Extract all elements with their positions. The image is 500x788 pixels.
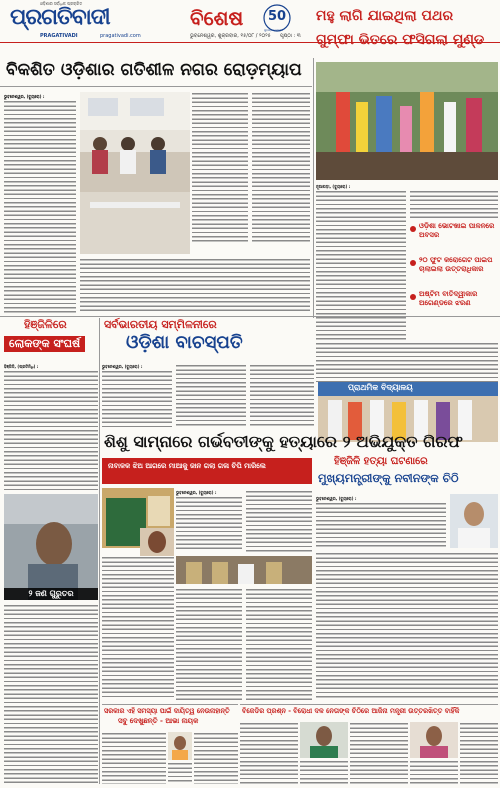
cm-story-photo — [450, 494, 498, 548]
dateline: ଭୁବନେଶ୍ୱର, ଶୁକ୍ରବାର, ୧୫/୦୮ / ୨୦୨୫ — [190, 33, 271, 39]
masthead-logo: ପ୍ରଗତିବାଦୀ — [10, 5, 110, 30]
lead-headline — [0, 58, 312, 87]
divider — [99, 318, 100, 784]
anniversary-logo — [262, 3, 292, 33]
victim-photo-image — [140, 528, 174, 556]
bottom-right-body-2 — [350, 722, 408, 784]
crime-body-2 — [246, 490, 312, 552]
bullet-dot-icon — [410, 260, 416, 266]
page-number: ପୃଷ୍ଠା : ୩ — [280, 33, 301, 39]
bottom-right-photo-2 — [410, 722, 458, 758]
bottom-right-body-1 — [240, 722, 298, 784]
right-top-body-col3 — [316, 342, 498, 382]
bullet-item-1 — [410, 222, 498, 252]
lead-byline: ଭୁବନେଶ୍ୱର, (ବ୍ୟୁରୋ) : — [4, 94, 45, 99]
bullet-dot-icon — [410, 294, 416, 300]
right-top-byline: ନୂଆପଡ଼ା, (ବ୍ୟୁରୋ) : — [316, 184, 351, 189]
crime-byline: ଭୁବନେଶ୍ୱର, (ବ୍ୟୁରୋ) : — [176, 490, 217, 495]
lead-title: ବିକଶିତ ଓଡ଼ିଶାର ଗତିଶୀଳ ନଗର ରୋଡ଼ମ୍ୟାପ — [6, 60, 302, 80]
bullet-text: ୨୦ ଫୁଟ କରୋଗେଟ ପାଇପ ଚାଲାଇଲା ଉତ୍ତରାଧିକାର — [419, 256, 493, 273]
story2-byline: ଭୁବନେଶ୍ୱର, (ବ୍ୟୁରୋ) : — [102, 364, 143, 369]
cm-story-byline: ଭୁବନେଶ୍ୱର, (ବ୍ୟୁରୋ) : — [316, 496, 357, 501]
anniversary-number: 50 — [268, 9, 287, 24]
section-title: ବିଶେଷ — [190, 6, 244, 30]
lead-photo-meeting — [80, 92, 190, 254]
bottom-right-photo-1 — [300, 722, 348, 758]
bottom-left-body-3 — [168, 762, 192, 784]
hinjili-byline: ହିଞ୍ଜିଳି, (ପ୍ରତିନିଧି) : — [4, 364, 39, 369]
bullet-dot-icon — [410, 226, 416, 232]
story2-body-2 — [176, 364, 246, 428]
right-top-headline-box — [312, 2, 498, 58]
masthead-logo-en: PRAGATIVADI — [40, 33, 78, 39]
crime-body-4 — [176, 588, 242, 700]
right-top-body-col1 — [316, 190, 406, 342]
bottom-left-headline-box — [102, 704, 238, 731]
bottom-right-body-3 — [460, 722, 498, 784]
crime-kicker-box — [102, 458, 312, 484]
crime-body-3 — [102, 556, 174, 700]
crime-kicker: ନାବାଳକ ଝିଅ ଆଗରେ ମାଆକୁ ଜାନ ଗଲା ଗଳା ଚିପି ମାରିଲେ — [108, 462, 266, 470]
cm-story-headline: ମୁଖ୍ୟମନ୍ତ୍ରୀଙ୍କୁ ନବୀନଙ୍କ ଚିଠି — [318, 471, 459, 485]
masthead-tagline: ଓଡ଼ିଶାର ସର୍ବାଧିକ ପ୍ରଚାରିତ — [40, 1, 83, 6]
lead-photo-hall — [80, 254, 190, 256]
hinjili-photo — [4, 494, 98, 600]
hinjili-caption: ୨ ଜଣ ଗୁରୁତର — [4, 588, 98, 600]
bottom-right-body-5 — [410, 760, 458, 784]
crime-body-5 — [246, 588, 312, 700]
crime-photo-victim — [140, 528, 174, 556]
story2-headline-2: ଓଡ଼ିଶା ବାଚସ୍ପତି — [126, 332, 243, 353]
bottom-right-headline-box — [240, 704, 498, 719]
crime-headline: ଶିଶୁ ସାମ୍ନାରେ ଗର୍ଭବତୀଙ୍କୁ ହତ୍ୟାରେ ୨ ଅଭିଯୁକ୍ତ ଗିରଫ — [104, 432, 463, 451]
bottom-right-headline: ବିଜେଡିର ପ୍ରଶ୍ନ - ବିରୋଧୀ ଦଳ ନେତାଙ୍କ ଚିଠିରେ ଆଜିନା ମନ୍ତ୍ରୀ ଉତ୍ତରଖିତ୍ତ ବାହିଁକି — [242, 707, 460, 715]
banner-text: ପ୍ରାଥମିକ ବିଦ୍ୟାଳୟ — [348, 383, 413, 392]
bottom-left-body-1 — [102, 732, 166, 784]
divider — [0, 316, 500, 317]
crime-photo-police — [176, 556, 312, 584]
divider — [313, 58, 314, 318]
bottom-left-headline-1: ସରକାର ଏହି ସମସ୍ୟା ପାଇଁ ଦାୟିତ୍ୱ ନେଉନାହାନ୍ତି — [104, 707, 230, 715]
lead-body-column-1 — [4, 100, 76, 315]
crowd-photo-image — [316, 62, 498, 180]
crime-body-1 — [176, 496, 242, 552]
hinjili-body-2 — [4, 604, 98, 784]
meeting-photo-image — [80, 92, 190, 254]
temple-crowd-photo — [316, 62, 498, 180]
anniversary-sub: ସୁବର୍ଣ୍ଣ ଜୟନ୍ତୀ — [264, 28, 283, 32]
right-top-body-col2 — [410, 190, 498, 220]
cm-story-body-2 — [316, 552, 498, 700]
bullet-text: ଓଡ଼ିଶା ଭୋଟଖାଇ ପାଳନରେ ଅବସର — [419, 222, 495, 239]
politician-photo-image — [168, 732, 192, 760]
hinjili-headline-1: ହିଞ୍ଜିଳିରେ — [24, 318, 67, 331]
cm-story-kicker: ହିଞ୍ଜିଳି ହତ୍ୟା ଘଟଣାରେ — [334, 456, 428, 467]
person-photo-image — [4, 494, 98, 600]
cm-story-body-1 — [316, 502, 446, 548]
cm-story-headline-box — [316, 456, 498, 492]
leader-photo-3-image — [410, 722, 458, 758]
lead-body-column-2 — [192, 92, 248, 242]
bullet-text: ଅଷ୍ଟିମ ବାତିଦ୍ୱୀକାର ଅଗେଣ୍ଡରେ ଝରଣ — [419, 290, 478, 307]
bottom-left-body-2 — [194, 732, 238, 784]
story2-body-1 — [102, 370, 172, 428]
bottom-left-photo — [168, 732, 192, 760]
hinjili-headline-2: ଲୋକଙ୍କ ସଂଘର୍ଷ — [4, 336, 85, 352]
bullet-item-2 — [410, 256, 498, 286]
bottom-right-body-4 — [300, 760, 348, 784]
right-top-headline-1: ମହୁ ଲାଗି ଯାଇଥିଲା ପଥର — [316, 8, 454, 24]
lead-body-column-3 — [252, 92, 310, 242]
story2-headline-box — [100, 318, 320, 360]
lead-body-bottom — [80, 258, 310, 314]
leader-photo-image — [450, 494, 498, 548]
leader-photo-2-image — [300, 722, 348, 758]
hinjili-body-1 — [4, 370, 98, 490]
bottom-left-headline-2: ସବୁ ଦେଖୁଛନ୍ତି - ଆଭା ନାୟକ — [118, 717, 199, 725]
right-top-headline-2: ଗୁମ୍ଫା ଭିତରେ ଫସିଗଲା ମୁଣ୍ଡ — [316, 32, 485, 48]
story2-body-3 — [250, 364, 314, 428]
masthead-site: pragativadi.com — [100, 33, 141, 39]
police-photo-image — [176, 556, 312, 584]
story2-headline-1: ସର୍ବଭାରତୀୟ ସମ୍ମିଳନୀରେ — [104, 318, 217, 331]
hinjili-headline-box — [2, 318, 98, 360]
